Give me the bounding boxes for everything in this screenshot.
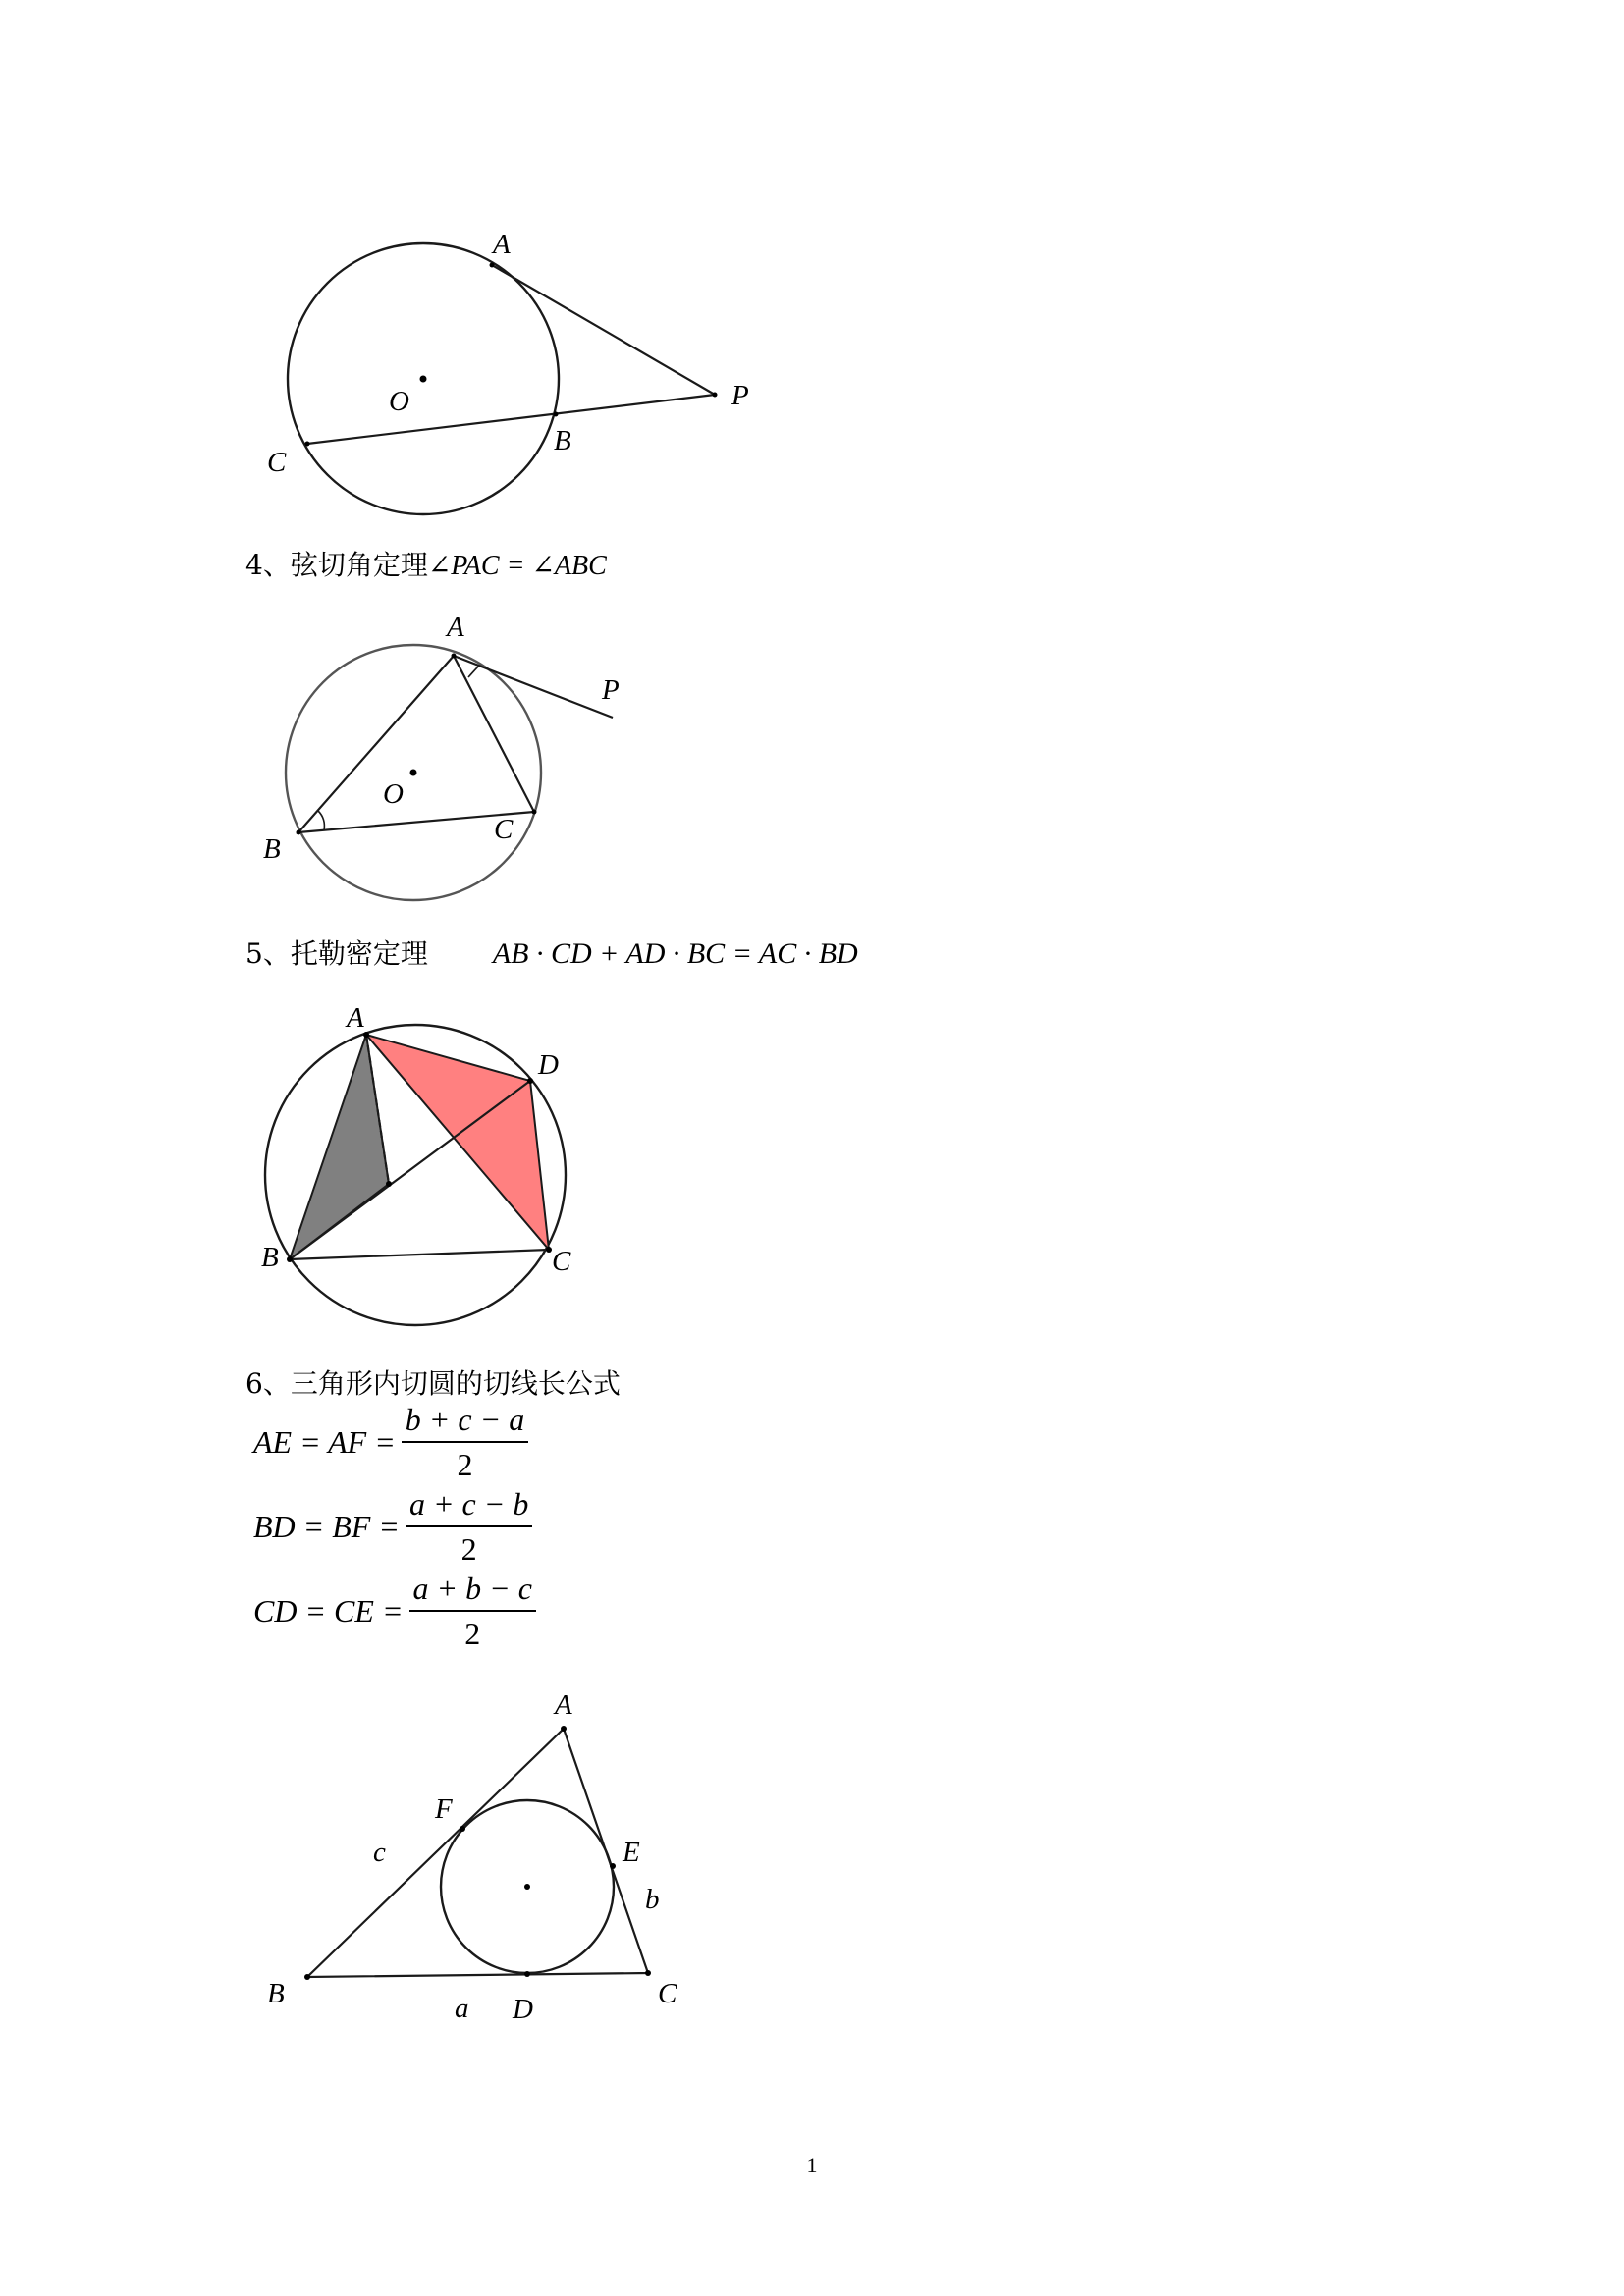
label-b: B: [554, 425, 571, 456]
label-side-b: b: [645, 1884, 660, 1915]
page-number: 1: [806, 2153, 818, 2177]
item-formula: AB · CD + AD · BC = AC · BD: [492, 937, 858, 970]
fraction-numerator: b + c − a: [402, 1402, 528, 1443]
point-f: [460, 1826, 465, 1832]
label-side-c: c: [373, 1837, 386, 1868]
fraction-numerator: a + c − b: [406, 1486, 532, 1527]
item-title: 三角形内切圆的切线长公式: [290, 1367, 621, 1400]
point-d: [524, 1971, 530, 1977]
label-a: A: [447, 612, 464, 643]
item-number: 6、: [245, 1367, 291, 1400]
item-number: 5、: [245, 937, 291, 970]
label-b: B: [261, 1242, 279, 1273]
fraction-numerator: a + b − c: [409, 1571, 536, 1612]
formula-lhs: CD = CE =: [253, 1593, 404, 1629]
item-formula: ∠PAC = ∠ABC: [427, 551, 607, 581]
label-d: D: [513, 1994, 533, 2025]
label-c: C: [267, 447, 287, 478]
fraction-denominator: 2: [464, 1616, 481, 1651]
label-p: P: [602, 674, 620, 706]
label-o: O: [383, 778, 404, 810]
formula-lhs: BD = BF =: [253, 1509, 400, 1544]
label-a: A: [347, 1002, 364, 1034]
label-a: A: [555, 1689, 572, 1721]
point-c: [645, 1970, 651, 1976]
fraction-denominator: 2: [457, 1447, 473, 1482]
label-f: F: [435, 1793, 453, 1825]
label-p: P: [731, 380, 749, 411]
point-e: [610, 1863, 616, 1869]
label-a: A: [493, 229, 511, 260]
fraction-denominator: 2: [460, 1531, 477, 1567]
item-title: 弦切角定理: [290, 549, 428, 581]
label-e: E: [623, 1837, 640, 1868]
label-c: C: [494, 814, 514, 845]
label-o: O: [389, 386, 409, 417]
item-number: 4、: [245, 549, 291, 581]
label-b: B: [263, 833, 281, 865]
point-b: [304, 1974, 310, 1980]
label-d: D: [538, 1049, 559, 1081]
incenter-dot: [524, 1884, 530, 1890]
formula-lhs: AE = AF =: [253, 1424, 396, 1460]
label-b: B: [267, 1978, 285, 2009]
item-title: 托勒密定理: [290, 937, 428, 970]
label-c: C: [658, 1978, 677, 2009]
label-c: C: [552, 1246, 571, 1277]
point-a: [561, 1726, 567, 1732]
label-side-a: a: [455, 1993, 469, 2024]
